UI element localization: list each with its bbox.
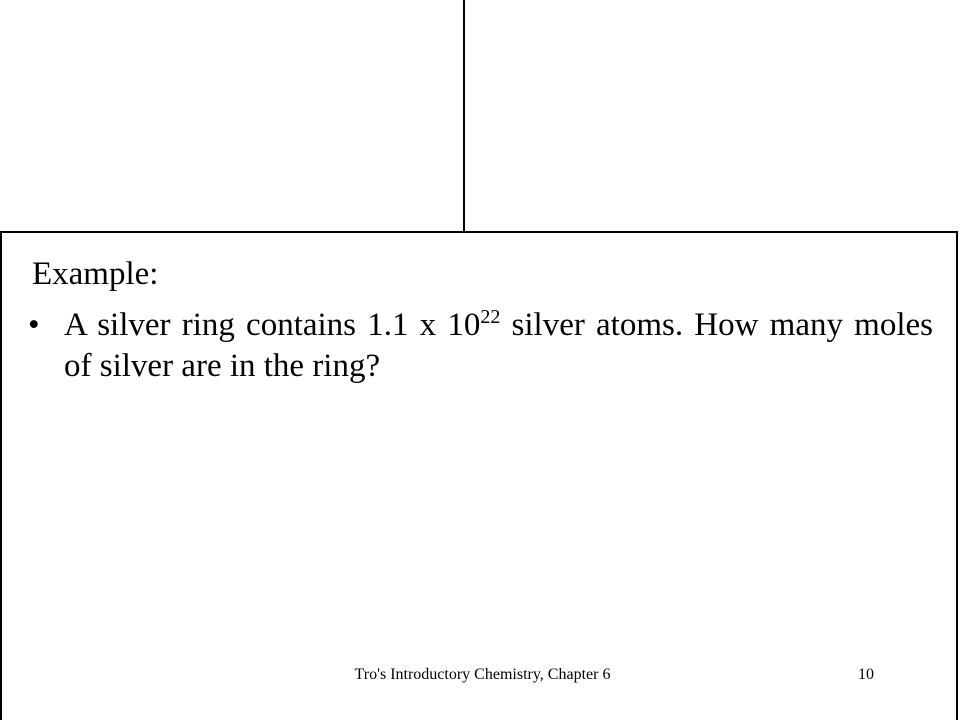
bullet-text-start: A silver ring contains 1.1 x 10 [64, 307, 481, 343]
top-divider-line [463, 0, 465, 232]
bullet-text-end: silver atoms. How many moles of silver are in the ring? [64, 307, 933, 384]
slide-heading: Example: [32, 256, 159, 292]
scientific-notation-exponent: 22 [480, 306, 501, 328]
bullet-text [64, 305, 933, 387]
page-number: 10 [858, 666, 874, 683]
bullet-item [28, 305, 933, 387]
footer-title: Tro's Introductory Chemistry, Chapter 6 [354, 666, 611, 683]
bullet-marker: • [28, 307, 40, 343]
